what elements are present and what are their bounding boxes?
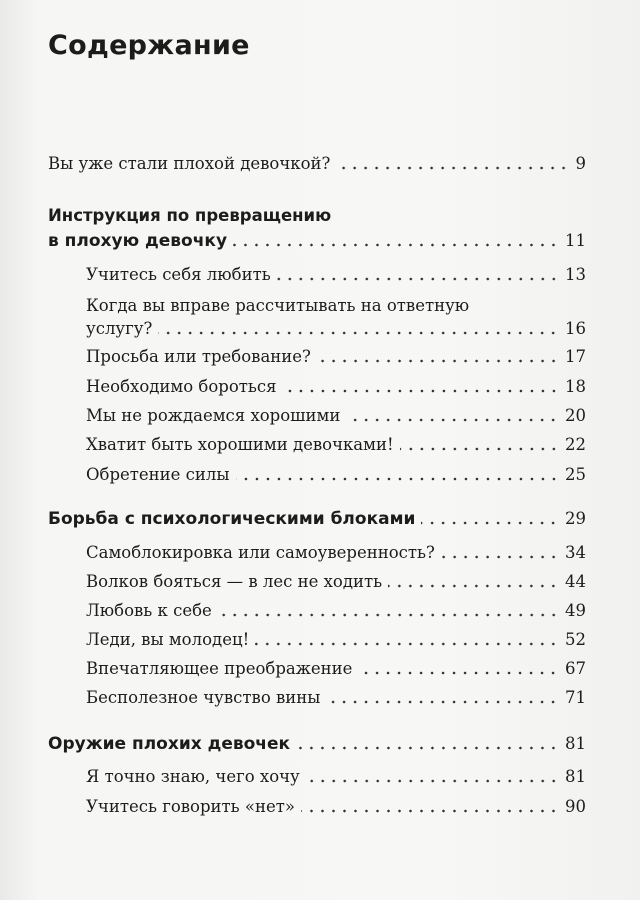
- toc-page-number: 17: [565, 347, 586, 366]
- toc-entry-section: [86, 346, 586, 368]
- toc-page-number: 34: [565, 543, 586, 562]
- toc-page-number: 22: [565, 435, 586, 454]
- toc-entry-title: Любовь к себе: [86, 601, 212, 620]
- toc-entry-section: [86, 796, 586, 818]
- dot-leader: [317, 350, 559, 364]
- toc-page-number: 49: [565, 601, 586, 620]
- toc-page-number: 29: [565, 509, 586, 528]
- toc-page-number: 25: [565, 465, 586, 484]
- toc-page-number: 71: [565, 688, 586, 707]
- toc-entry-title: Леди, вы молодец!: [86, 630, 250, 649]
- dot-leader: [441, 546, 559, 560]
- dot-leader: [388, 575, 559, 589]
- toc-entry-section: [86, 464, 586, 486]
- toc-page-number: 18: [565, 377, 586, 396]
- toc-entry-section: [86, 405, 586, 427]
- toc-entry-section: [86, 571, 586, 593]
- toc-entry-title: Борьба с психологическими блоками: [48, 509, 416, 529]
- toc-entry-title: Обретение силы: [86, 465, 230, 484]
- toc-entry-part: [48, 230, 586, 252]
- dot-leader: [306, 770, 559, 784]
- toc-page-number: 13: [565, 265, 586, 284]
- toc-page-number: 11: [565, 231, 586, 250]
- page-title: Содержание: [48, 30, 250, 61]
- toc-page-number: 81: [565, 767, 586, 786]
- toc-entry-title: Необходимо бороться: [86, 377, 277, 396]
- toc-entry-title: Самоблокировка или самоуверенность?: [86, 543, 435, 562]
- toc-page-number: 81: [565, 734, 586, 753]
- toc-entry-section: [86, 600, 586, 622]
- dot-leader: [296, 737, 559, 751]
- dot-leader: [233, 234, 559, 248]
- toc-page-number: 20: [565, 406, 586, 425]
- dot-leader: [277, 268, 559, 282]
- dot-leader: [236, 468, 559, 482]
- dot-leader: [255, 633, 559, 647]
- toc-entry-part-title-line1: Инструкция по превращению: [48, 206, 332, 225]
- dot-leader: [346, 409, 559, 423]
- toc-entry-section: [86, 766, 586, 788]
- toc-entry-section: [86, 376, 586, 398]
- dot-leader: [400, 438, 559, 452]
- toc-entry-title: Бесполезное чувство вины: [86, 688, 321, 707]
- toc-entry-title: Я точно знаю, чего хочу: [86, 767, 300, 786]
- toc-entry-chapter: [48, 153, 586, 175]
- toc-page-number: 90: [565, 797, 586, 816]
- toc-entry-title: Учитесь себя любить: [86, 265, 271, 284]
- toc-entry-title: в плохую девочку: [48, 231, 228, 251]
- toc-entry-title: Учитесь говорить «нет»: [86, 797, 295, 816]
- toc-page-number: 9: [575, 154, 586, 173]
- toc-entry-section: [86, 629, 586, 651]
- toc-entry-section: [86, 318, 586, 340]
- dot-leader: [358, 662, 559, 676]
- toc-entry-section: [86, 687, 586, 709]
- dot-leader: [336, 157, 569, 171]
- toc-entry-section: [86, 542, 586, 564]
- toc-page-number: 67: [565, 659, 586, 678]
- dot-leader: [301, 800, 559, 814]
- toc-entry-title: Впечатляющее преображение: [86, 659, 353, 678]
- dot-leader: [158, 322, 559, 336]
- toc-page-number: 44: [565, 572, 586, 591]
- toc-page-number: 52: [565, 630, 586, 649]
- toc-entry-part: [48, 733, 586, 755]
- toc-entry-part: [48, 508, 586, 530]
- toc-entry-section: [86, 264, 586, 286]
- toc-page-number: 16: [565, 319, 586, 338]
- toc-entry-title: услугу?: [86, 319, 153, 338]
- dot-leader: [421, 512, 559, 526]
- toc-entry-section: [86, 434, 586, 456]
- dot-leader: [326, 691, 559, 705]
- toc-entry-section-line1: Когда вы вправе рассчитывать на ответную: [86, 296, 470, 315]
- toc-entry-title: Вы уже стали плохой девочкой?: [48, 154, 331, 173]
- toc-entry-title: Оружие плохих девочек: [48, 734, 291, 754]
- toc-entry-section: [86, 658, 586, 680]
- toc-entry-title: Мы не рождаемся хорошими: [86, 406, 341, 425]
- toc-entry-title: Хватит быть хорошими девочками!: [86, 435, 394, 454]
- dot-leader: [283, 380, 559, 394]
- toc-entry-title: Волков бояться — в лес не ходить: [86, 572, 383, 591]
- toc-entry-title: Просьба или требование?: [86, 347, 311, 366]
- dot-leader: [218, 604, 559, 618]
